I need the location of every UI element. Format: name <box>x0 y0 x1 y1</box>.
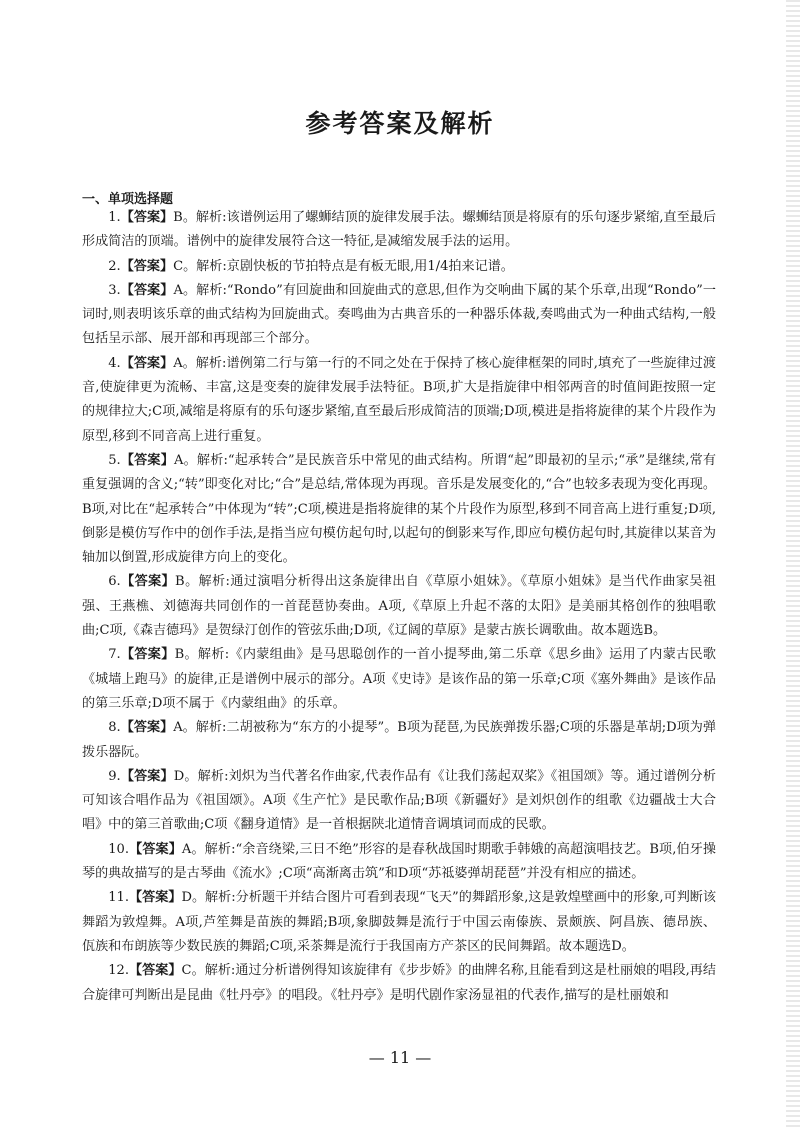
item-number: 10. <box>108 841 130 857</box>
answer-item <box>82 255 716 279</box>
answer-label: 【答案】 <box>120 282 174 298</box>
answer-item <box>82 570 716 643</box>
page-number: — 11 — <box>368 1048 432 1067</box>
item-number: 12. <box>108 963 130 979</box>
answer-label: 【答案】 <box>120 210 174 225</box>
item-text: A。解析:谱例第二行与第一行的不同之处在于保持了核心旋律框架的同时,填充了一些旋律过渡音,使旋律更为流畅、丰富,这是变奏的旋律发展手法特征。B项,扩大是指旋律中相邻两音的时值间距按照一定的规律拉大;C项,减缩是将原有的乐句逐步紧缩,直至最后形成简洁的顶端;D项,模进是指将旋律的某个片段作为原型,移到不同音高上进行重复。 <box>82 355 716 444</box>
item-text: B。解析:《内蒙组曲》是马思聪创作的一首小提琴曲,第二乐章《思乡曲》运用了内蒙古民歌《城墙上跑马》的旋律,正是谱例中展示的部分。A项《史诗》是该作品的第一乐章;C项《塞外舞曲》是该作品的第三乐章;D项不属于《内蒙组曲》的乐章。 <box>82 647 716 711</box>
answer-item <box>82 886 716 959</box>
answer-item <box>82 352 716 449</box>
answer-label: 【答案】 <box>120 574 176 590</box>
item-text: C。解析:京剧快板的节拍特点是有板无眼,用1/4拍来记谱。 <box>173 258 514 274</box>
answer-label: 【答案】 <box>120 452 174 468</box>
item-text: A。解析:“Rondo”有回旋曲和回旋曲式的意思,但作为交响曲下属的某个乐章,出现“Rondo”一词时,则表明该乐章的曲式结构为回旋曲式。奏鸣曲为古典音乐的一种器乐体裁,奏鸣曲式为一种曲式结构,一般包括呈示部、展开部和再现部三个部分。 <box>82 282 716 347</box>
answer-label: 【答案】 <box>120 258 174 274</box>
item-number: 7. <box>108 647 121 663</box>
answer-label: 【答案】 <box>120 647 175 663</box>
item-number: 6. <box>108 574 121 590</box>
item-number: 11. <box>108 890 130 906</box>
item-text: A。解析:二胡被称为“东方的小提琴”。B项为琵琶,为民族弹拨乐器;C项的乐器是革胡;D项为弹拨乐器阮。 <box>82 720 716 760</box>
answer-item <box>82 959 716 1008</box>
answer-item <box>82 643 716 716</box>
item-number: 5. <box>108 452 121 468</box>
item-number: 9. <box>108 768 121 784</box>
item-text: D。解析:刘炽为当代著名作曲家,代表作品有《让我们荡起双桨》《祖国颂》等。通过谱例分析可知该合唱作品为《祖国颂》。A项《生产忙》是民歌作品;B项《新疆好》是刘炽创作的组歌《边疆战士大合唱》中的第三首歌曲;C项《翻身道情》是一首根据陕北道情音调填词而成的民歌。 <box>82 768 716 833</box>
answer-list <box>82 206 716 1008</box>
item-text: C。解析:通过分析谱例得知该旋律有《步步娇》的曲牌名称,且能看到这是杜丽娘的唱段,再结合旋律可判断出是昆曲《牡丹亭》的唱段。《牡丹亭》是明代剧作家汤显祖的代表作,描写的是杜丽娘和 <box>82 963 717 1003</box>
answer-label: 【答案】 <box>129 890 182 906</box>
page-title: 参考答案及解析 <box>305 109 495 138</box>
answer-item <box>82 765 716 838</box>
answer-label: 【答案】 <box>129 841 182 857</box>
answer-item <box>82 449 716 570</box>
answer-label: 【答案】 <box>120 355 174 371</box>
item-number: 3. <box>108 282 121 298</box>
item-text: A。解析:“余音绕梁,三日不绝”形容的是春秋战国时期歌手韩娥的高超演唱技艺。B项,伯牙操琴的典故描写的是古琴曲《流水》;C项“高渐离击筑”和D项“苏祗婆弹胡琵琶”并没有相应的描述。 <box>82 841 717 882</box>
answer-item <box>82 716 716 765</box>
item-text: D。解析:分析题干并结合图片可看到表现“飞天”的舞蹈形象,这是敦煌壁画中的形象,可判断该舞蹈为敦煌舞。A项,芦笙舞是苗族的舞蹈;B项,象脚鼓舞是流行于中国云南傣族、景颇族、阿昌族、德昂族、佤族和布朗族等少数民族的舞蹈;C项,采茶舞是流行于我国南方产茶区的民间舞蹈。故本题选D。 <box>82 890 716 954</box>
answer-item <box>82 206 716 255</box>
answer-label: 【答案】 <box>120 720 174 736</box>
scan-edge <box>786 0 800 1130</box>
answer-item <box>82 838 716 887</box>
item-number: 4. <box>108 355 121 371</box>
item-text: B。解析:该谱例运用了螺蛳结顶的旋律发展手法。螺蛳结顶是将原有的乐句逐步紧缩,直至最后形成简洁的顶端。谱例中的旋律发展符合这一特征,是减缩发展手法的运用。 <box>82 210 716 250</box>
answer-label: 【答案】 <box>120 768 174 784</box>
item-number: 2. <box>108 258 121 274</box>
answer-item <box>82 279 716 352</box>
answer-label: 【答案】 <box>129 963 182 979</box>
item-text: A。解析:“起承转合”是民族音乐中常见的曲式结构。所谓“起”即最初的呈示;“承”是继续,常有重复强调的含义;“转”即变化对比;“合”是总结,常体现为再现。音乐是发展变化的,“合”也较多表现为变化再现。B项,对比在“起承转合”中体现为“转”;C项,模进是指将旋律的某个片段作为原型,移到不同音高上进行重复;D项,倒影是模仿写作中的创作手法,是指当应句模仿起句时,以起句的倒影来写作,即应句模仿起句时,其旋律以某音为轴加以倒置,形成旋律方向上的变化。 <box>82 452 716 566</box>
item-number: 1. <box>108 210 121 225</box>
item-text: B。解析:通过演唱分析得出这条旋律出自《草原小姐妹》。《草原小姐妹》是当代作曲家吴祖强、王燕樵、刘德海共同创作的一首琵琶协奏曲。A项,《草原上升起不落的太阳》是美丽其格创作的独唱歌曲;C项,《森吉德玛》是贺绿汀创作的管弦乐曲;D项,《辽阔的草原》是蒙古族长调歌曲。故本题选B。 <box>82 574 716 639</box>
item-number: 8. <box>108 720 121 736</box>
section-heading: 一、单项选择题 <box>82 192 174 207</box>
